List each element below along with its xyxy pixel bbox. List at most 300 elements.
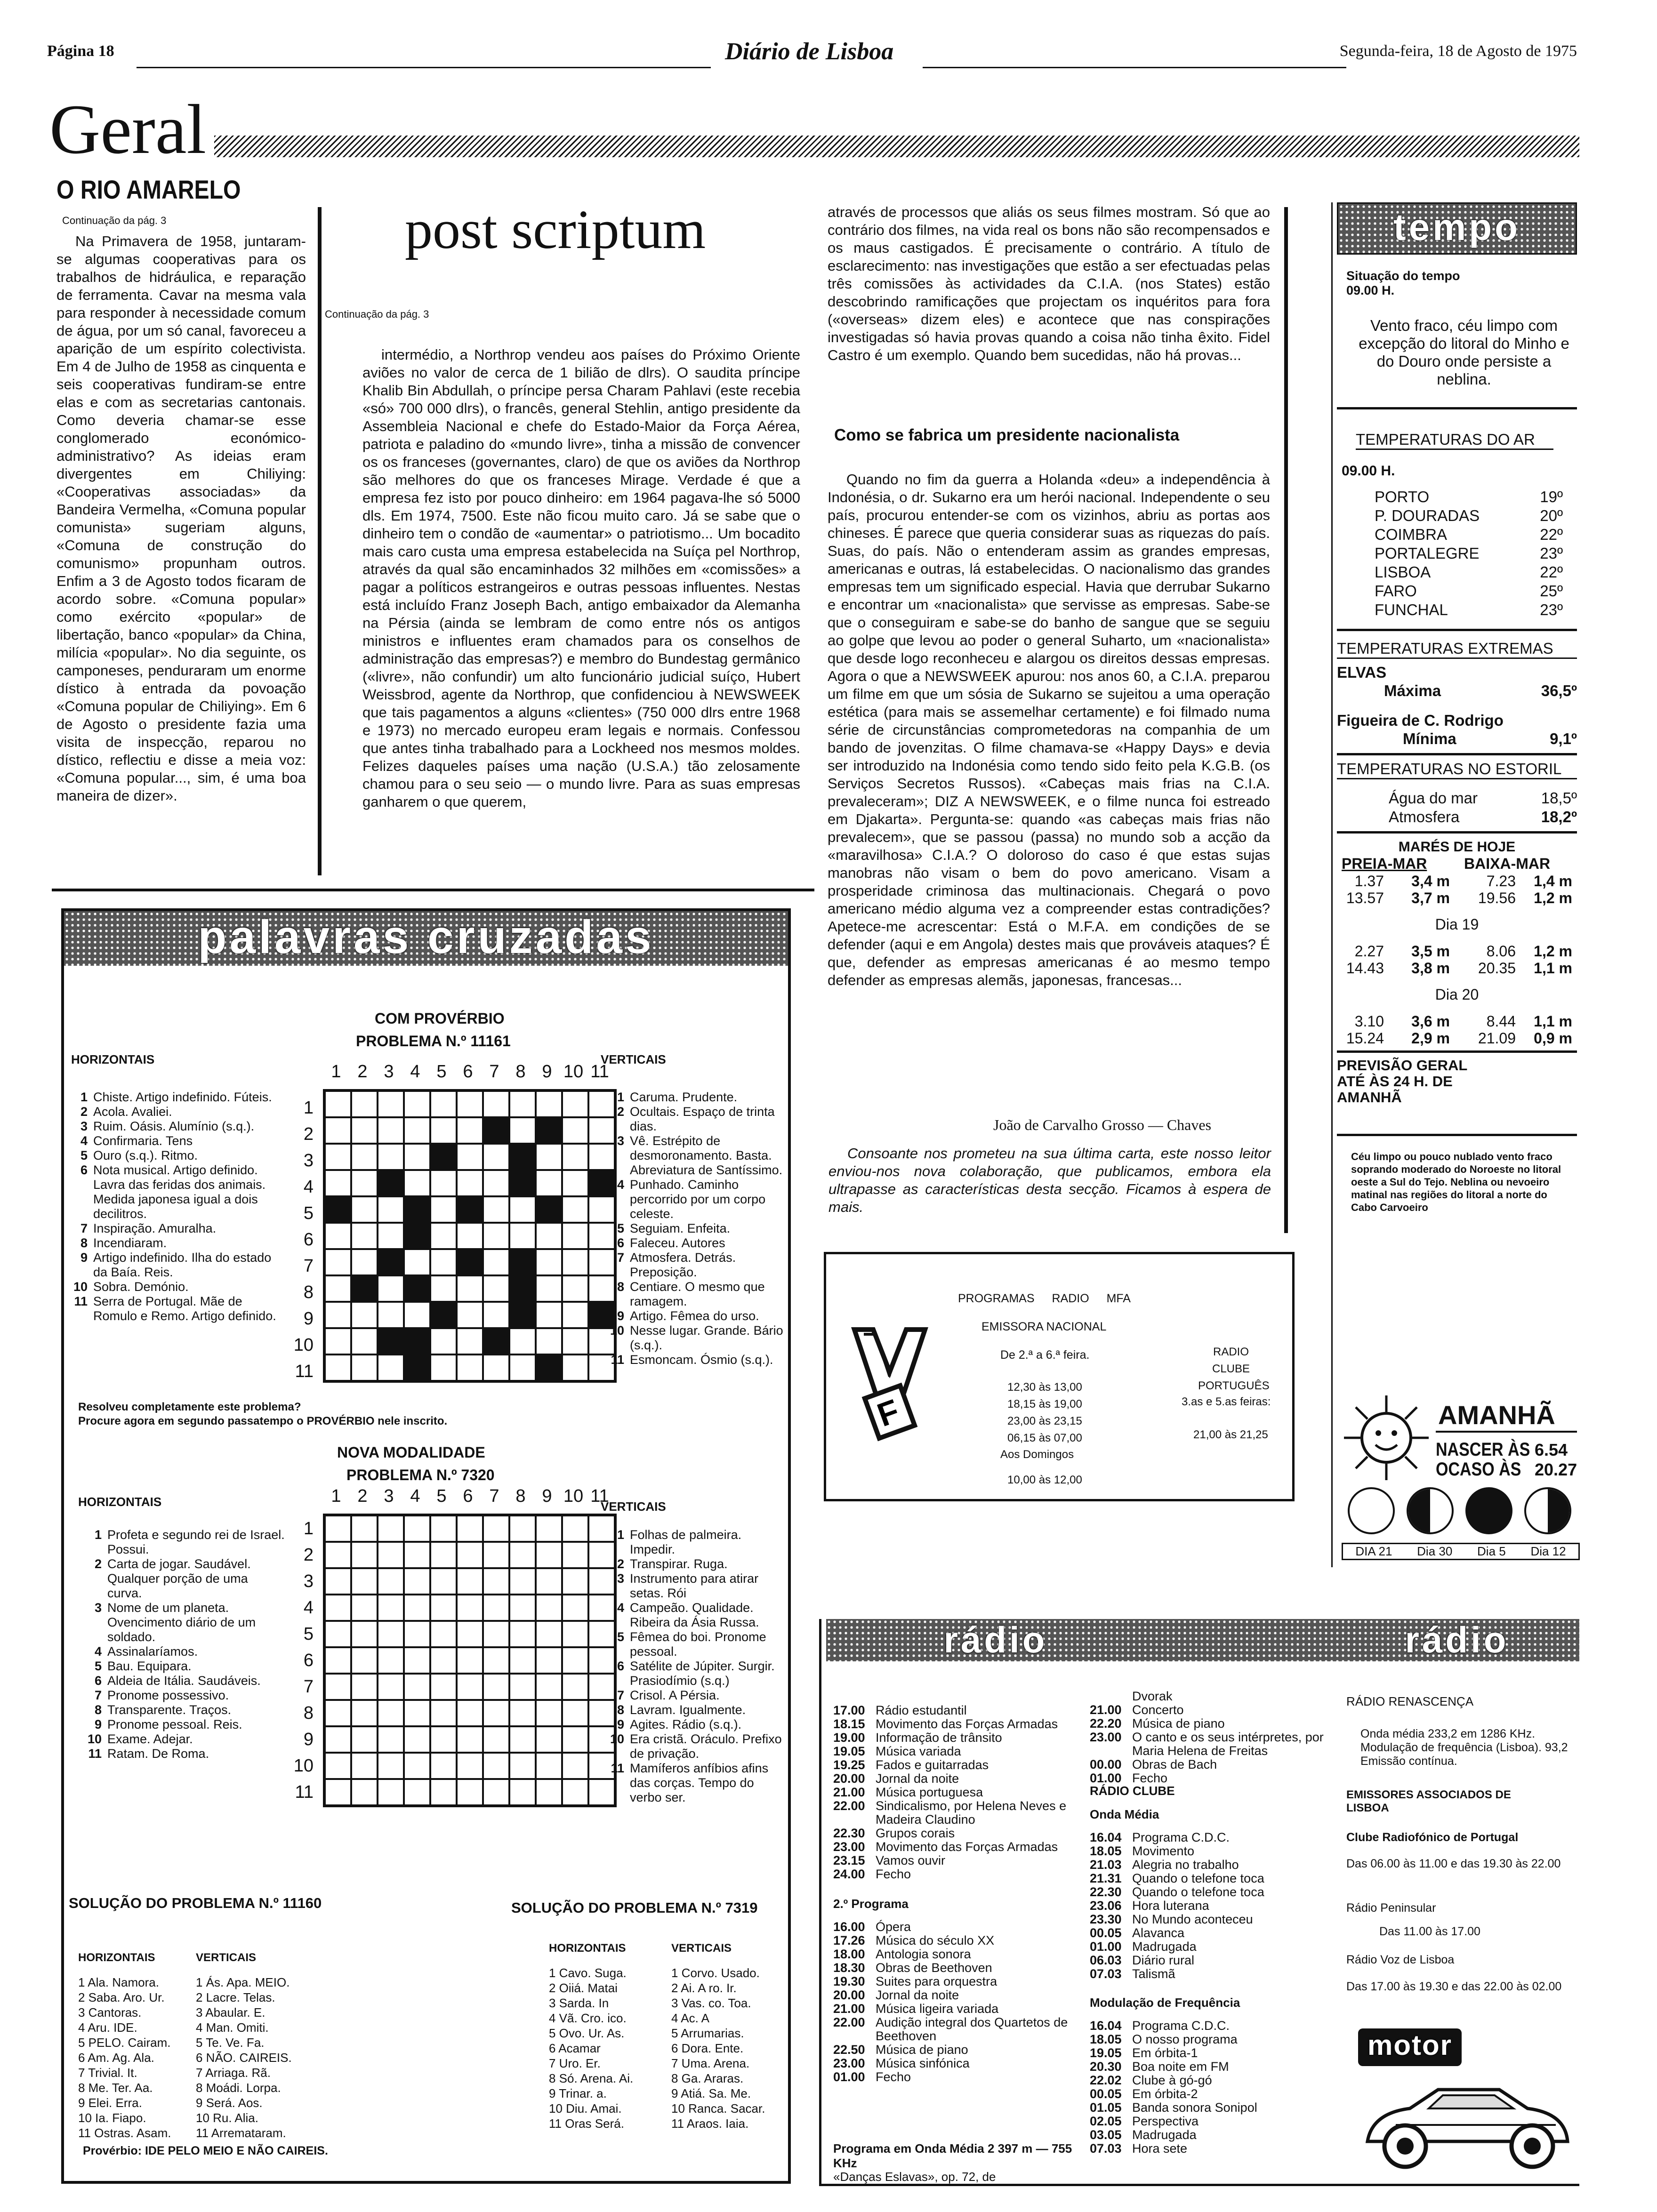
grid-cell — [430, 1515, 457, 1542]
solution-line: 11 Araos. Iaia. — [671, 2116, 749, 2131]
clue-number: 3 — [617, 1134, 624, 1148]
s2-horizontais-label: HORIZONTAIS — [549, 1942, 626, 1955]
grid-cell — [562, 1170, 588, 1196]
max-label: Máxima — [1384, 682, 1441, 699]
program-name: Sindicalismo, por Helena Neves e Madeira Claudino — [876, 1799, 1067, 1827]
mfa-box — [824, 1252, 1295, 1501]
clue-item — [69, 1236, 281, 1250]
city-row — [1375, 488, 1563, 506]
baixa-mar-label: BAIXA-MAR — [1464, 855, 1551, 872]
program-time: 18.05 — [1090, 1844, 1122, 1858]
program-row — [1090, 1967, 1335, 1981]
grid-cell — [536, 1647, 562, 1674]
grid-cell — [509, 1117, 536, 1144]
column-number: 5 — [436, 1486, 447, 1506]
onda-media-program: «Danças Eslavas», op. 72, de — [833, 2170, 996, 2184]
clue-number: 10 — [73, 1280, 88, 1294]
clue-number: 3 — [80, 1119, 88, 1133]
program-time: 02.05 — [1090, 2114, 1122, 2128]
program-time: 16.04 — [1090, 1830, 1122, 1844]
clue-number: 9 — [617, 1717, 624, 1731]
mfa-rc-time: 21,00 às 21,25 — [1193, 1428, 1268, 1441]
program-time — [1090, 1690, 1132, 1703]
program-row — [833, 1934, 1069, 1948]
grid-cell — [536, 1779, 562, 1805]
program-row — [1090, 1690, 1335, 1703]
fm-title: Modulação de Frequência — [1090, 1996, 1240, 2010]
grid-cell — [378, 1595, 404, 1621]
city-temp: 20º — [1540, 507, 1563, 524]
grid-cell — [325, 1117, 351, 1144]
grid-cell — [325, 1170, 351, 1196]
program-time: 17.26 — [833, 1933, 865, 1948]
program-name: Em órbita-2 — [1132, 2087, 1198, 2101]
solution-line: 6 NÃO. CAIREIS. — [196, 2051, 292, 2065]
grid-cell — [536, 1621, 562, 1647]
ps-right-rule — [1284, 207, 1288, 1233]
sun-icon — [1342, 1393, 1431, 1483]
clue-text: Lavram. Igualmente. — [630, 1703, 746, 1717]
program-name: Em órbita-1 — [1132, 2046, 1198, 2060]
grid-cell — [351, 1647, 378, 1674]
program-time: 19.00 — [833, 1731, 865, 1745]
program-time: 00.05 — [1090, 1926, 1122, 1940]
clue-number: 11 — [74, 1294, 88, 1308]
column-number: 4 — [410, 1486, 420, 1506]
p1-horizontal-clues — [69, 1090, 281, 1323]
grid-cell — [430, 1700, 457, 1726]
city-name: PORTALEGRE — [1375, 545, 1480, 562]
onda-media-title: Onda Média — [1090, 1807, 1159, 1821]
amanha-box — [1342, 1393, 1577, 1572]
grid-cell-black — [351, 1275, 378, 1302]
grid-cell — [378, 1700, 404, 1726]
program-name: Música sinfónica — [876, 2056, 970, 2070]
solution-line: 6 Dora. Ente. — [671, 2041, 744, 2055]
grid-cell — [430, 1726, 457, 1753]
tide-value: 1,2 m — [1534, 943, 1572, 960]
solution-line: 10 Ranca. Sacar. — [671, 2101, 765, 2116]
grid-cell — [378, 1621, 404, 1647]
program-name: Antologia sonora — [876, 1947, 971, 1961]
clue-item — [83, 1601, 285, 1644]
clue-text: Nesse lugar. Grande. Bário (s.q.). — [630, 1323, 783, 1352]
clue-number: 5 — [94, 1659, 102, 1673]
program-name: Quando o telefone toca — [1132, 1885, 1264, 1899]
clue-text: Sobra. Demónio. — [93, 1280, 189, 1294]
grid-cell — [378, 1144, 404, 1170]
p1-title: COM PROVÉRBIO — [375, 1010, 505, 1027]
clue-item — [605, 1732, 784, 1761]
p2-number: PROBLEMA N.º 7320 — [346, 1467, 495, 1483]
s2-verticais-label: VERTICAIS — [671, 1942, 732, 1955]
solution-line: 11 Oras Será. — [549, 2116, 624, 2131]
tempo-banner — [1337, 202, 1577, 255]
program-time: 20.00 — [833, 1988, 865, 2002]
clue-text: Artigo indefinido. Ilha do estado da Baía. Reis. — [93, 1250, 272, 1279]
radio-banner-left-text: rádio — [943, 1619, 1048, 1660]
clue-text: Seguiam. Enfeita. — [630, 1221, 731, 1235]
grid-cell-black — [509, 1249, 536, 1275]
tide-row — [1337, 960, 1577, 977]
city-row — [1375, 506, 1563, 525]
clue-number: 4 — [617, 1601, 624, 1615]
clue-number: 5 — [80, 1148, 88, 1162]
grid-cell — [351, 1595, 378, 1621]
program-time: 22.00 — [833, 2015, 865, 2029]
nascer-label: NASCER ÀS — [1436, 1439, 1530, 1460]
grid-cell — [457, 1568, 483, 1595]
grid-cell — [351, 1568, 378, 1595]
paper-title: Diário de Lisboa — [725, 38, 894, 65]
program-row — [1090, 1771, 1335, 1785]
grid-cell — [562, 1753, 588, 1779]
grid-cell — [483, 1144, 509, 1170]
clue-item — [605, 1353, 784, 1367]
moon-phases — [1342, 1487, 1577, 1534]
grid-cell — [483, 1542, 509, 1568]
city-temp: 22º — [1540, 563, 1563, 581]
p2-verticais-label: VERTICAIS — [601, 1499, 666, 1514]
grid-cell-black — [404, 1328, 430, 1354]
clue-text: Acola. Avaliei. — [93, 1105, 172, 1119]
row-number: 11 — [295, 1362, 314, 1381]
grid-cell — [430, 1568, 457, 1595]
row-number: 9 — [303, 1730, 314, 1749]
clue-text: Profeta e segundo rei de Israel. Possui. — [107, 1528, 285, 1556]
p2-column-numbers — [323, 1486, 613, 1507]
solution-line: 5 Te. Ve. Fa. — [196, 2036, 265, 2050]
crossword-grid-2 — [323, 1514, 617, 1807]
program-name: Movimento das Forças Armadas — [876, 1717, 1058, 1731]
grid-cell — [562, 1779, 588, 1805]
clue-text: Carta de jogar. Saudável. Qualquer porção de uma curva. — [107, 1557, 251, 1600]
column-number: 4 — [410, 1062, 420, 1082]
city-row — [1375, 563, 1563, 582]
grid-cell — [509, 1515, 536, 1542]
tempo-left-rule — [1331, 202, 1333, 1567]
grid-cell — [536, 1515, 562, 1542]
clue-item — [69, 1163, 281, 1221]
clue-number: 6 — [617, 1659, 624, 1673]
tempo-description: Vento fraco, céu limpo com excepção do litoral do Minho e do Douro onde persiste a neblina. — [1359, 317, 1569, 388]
clue-number: 7 — [617, 1250, 624, 1265]
solution-1-title: SOLUÇÃO DO PROBLEMA N.º 11160 — [69, 1895, 322, 1911]
tide-value: 2.27 — [1354, 943, 1384, 960]
grid-cell — [562, 1647, 588, 1674]
grid-cell — [562, 1223, 588, 1249]
grid-cell — [430, 1275, 457, 1302]
grid-cell — [536, 1542, 562, 1568]
grid-cell — [562, 1275, 588, 1302]
grid-cell-black — [536, 1117, 562, 1144]
program-time: 00.00 — [1090, 1757, 1122, 1771]
grid-cell — [562, 1117, 588, 1144]
grid-cell — [536, 1753, 562, 1779]
motor-banner-text: motor — [1367, 2029, 1452, 2061]
program-row — [833, 2002, 1069, 2016]
program-time: 22.50 — [833, 2043, 865, 2057]
rpen-title: Rádio Peninsular — [1346, 1901, 1436, 1915]
clue-item — [83, 1703, 285, 1717]
program-row — [1090, 2074, 1335, 2087]
grid-cell — [351, 1144, 378, 1170]
row-number: 7 — [303, 1256, 314, 1276]
ps-column-1: intermédio, a Northrop vendeu aos países do Próximo Oriente aviões no valor de cerca de 1 bilião de dlrs). O saudita príncipe Khalib Bin Abdullah, o príncipe persa Charam Pahlavi (este recebia «só» 700 000 dlrs), o francês, general Stehlin, antigo presidente da Assembleia Nacional e chefe do Estado-Maior da Força Aérea, patriota e paladino do «mundo livre», tinha a missão de convencer os os franceses (governantes, claro) de que os aviões da Northrop são melhores do que os franceses Mirage. Verdade é que a empresa fez isto por pouco dinheiro: em 1964 pagava-lhe só 5000 dls. Em 1974, 7500. Este não ficou muito caro. Já se sabe que o dinheiro tem o condão de «aumentar» o patriotismo... Um bocadito mais caro custa uma empresa estabelecida na Suíça pel Northrop, através da qual são encaminhados 32 milhões em «comissões» a pagar a políticos estrangeiros e outras pessoas influentes. Nestas está incluído Franz Joseph Bach, antigo embaixador da Alemanha na Pérsia (ainda se lembram de como entre nós os antigos ministros e influentes eram chamados para os conselhos de administração das empresas?) e membro do Bundestag germânico («livre», não confundir) um alto funcionário judicial suíço, Hubert Weissbrod, agente da Northrop, que confidenciou à NEWSWEEK que tais pagamentos a alguns «clientes» (750 000 dlrs entre 1968 e 1973) no mercado europeu eram legais e normais. Confessou que antes tinha trabalhado para a Lockheed nos mesmos moldes. Felizes daqueles países uma nação (U.S.A.) tão zelosamente chamou para o seu seio — o mundo livre. Para as suas empresas ganharem o que querem, — [362, 346, 800, 810]
clue-item — [69, 1119, 281, 1134]
grid-cell — [483, 1595, 509, 1621]
clue-text: Fêmea do boi. Pronome pessoal. — [630, 1630, 766, 1659]
grid-cell — [404, 1726, 430, 1753]
row-number: 2 — [303, 1124, 314, 1144]
ps-signature: João de Carvalho Grosso — Chaves — [993, 1116, 1212, 1133]
grid-cell — [457, 1091, 483, 1117]
clue-item — [605, 1557, 784, 1571]
tide-value: 3,7 m — [1411, 890, 1450, 906]
clue-item — [605, 1571, 784, 1601]
program-time: 18.00 — [833, 1947, 865, 1961]
clue-number: 2 — [80, 1105, 88, 1119]
grid-cell — [325, 1354, 351, 1381]
program-time: 22.20 — [1090, 1716, 1122, 1731]
grid-cell — [351, 1117, 378, 1144]
grid-cell — [457, 1515, 483, 1542]
program-name: Música do século XX — [876, 1933, 995, 1948]
program-time: 23.00 — [833, 2056, 865, 2070]
grid-cell — [378, 1753, 404, 1779]
rio-article — [56, 174, 306, 805]
grid-cell — [457, 1328, 483, 1354]
program-time: 23.30 — [1090, 1912, 1122, 1926]
ext-title: TEMPERATURAS EXTREMAS — [1337, 640, 1577, 659]
grid-cell-black — [509, 1302, 536, 1328]
program-row — [833, 2070, 1069, 2084]
clue-item — [83, 1747, 285, 1761]
clue-number: 11 — [611, 1761, 624, 1775]
solution-line: 2 Lacre. Telas. — [196, 1990, 275, 2004]
grid-cell — [562, 1726, 588, 1753]
clue-number: 11 — [88, 1747, 102, 1761]
mfa-logo-icon — [845, 1320, 934, 1443]
clue-text: Exame. Adejar. — [107, 1732, 193, 1746]
grid-cell — [483, 1621, 509, 1647]
program-time: 23.00 — [833, 1840, 865, 1854]
min-value: 9,1º — [1550, 730, 1577, 747]
program-name: Dvorak — [1132, 1689, 1173, 1703]
program-time: 03.05 — [1090, 2128, 1122, 2142]
clue-item — [69, 1148, 281, 1163]
program-name: Jornal da noite — [876, 1988, 959, 2002]
clue-text: Satélite de Júpiter. Surgir. Prasiodímio (s.q.) — [630, 1659, 775, 1688]
column-number: 3 — [384, 1062, 394, 1082]
tempo-situation: Situação do tempo — [1346, 269, 1460, 283]
p1-vertical-clues — [605, 1090, 784, 1367]
grid-cell — [483, 1196, 509, 1223]
grid-cell — [351, 1621, 378, 1647]
grid-cell-black — [325, 1196, 351, 1223]
grid-cell-black — [404, 1223, 430, 1249]
program-name: Concerto — [1132, 1703, 1184, 1717]
grid-cell — [325, 1568, 351, 1595]
page-number: Página 18 — [47, 42, 114, 60]
agua-row — [1389, 789, 1577, 808]
mares-title: MARÉS DE HOJE — [1398, 839, 1516, 855]
program-name: Suites para orquestra — [876, 1974, 997, 1988]
program-row — [1090, 1885, 1335, 1899]
grid-cell-black — [536, 1196, 562, 1223]
grid-cell — [325, 1515, 351, 1542]
solution-line: 5 Arrumarias. — [671, 2026, 744, 2040]
program-row — [833, 1772, 1069, 1786]
column-number: 11 — [590, 1062, 609, 1082]
solution-line: 7 Uma. Arena. — [671, 2056, 750, 2070]
program-row — [1090, 2142, 1335, 2156]
grid-cell — [351, 1170, 378, 1196]
tempo-rule-4 — [1337, 831, 1577, 834]
mfa-sunday-time: 10,00 às 12,00 — [1007, 1474, 1082, 1486]
clue-item — [69, 1250, 281, 1280]
crp-times: Das 06.00 às 11.00 e das 19.30 às 22.00 — [1346, 1857, 1561, 1870]
program-time: 00.05 — [1090, 2087, 1122, 2101]
program-name: Rádio estudantil — [876, 1703, 967, 1717]
program-row — [1090, 2019, 1335, 2033]
program-row — [1090, 2060, 1335, 2074]
crossword-box — [61, 908, 791, 2184]
grid-cell — [351, 1674, 378, 1700]
p1-horizontais-label: HORIZONTAIS — [71, 1052, 155, 1066]
row-number: 2 — [303, 1545, 314, 1565]
grid-cell — [378, 1568, 404, 1595]
tide-value: 19.56 — [1478, 890, 1516, 906]
city-row — [1375, 525, 1563, 544]
tide-value: 14.43 — [1346, 960, 1384, 977]
clue-number: 1 — [94, 1528, 102, 1542]
grid-cell — [509, 1091, 536, 1117]
tar-title: TEMPERATURAS DO AR — [1356, 431, 1553, 450]
solution-line: 7 Arriaga. Rã. — [196, 2066, 271, 2080]
grid-cell — [378, 1779, 404, 1805]
mfa-time: 06,15 às 07,00 — [1007, 1432, 1082, 1444]
column-number: 2 — [357, 1486, 368, 1506]
tide-row — [1337, 1013, 1577, 1030]
clue-item — [605, 1659, 784, 1688]
solution-line: 11 Arremataram. — [196, 2126, 286, 2140]
mfa-radio-clube: RADIO CLUBE PORTUGUÊS — [1198, 1346, 1270, 1392]
city-name: COIMBRA — [1375, 526, 1448, 543]
radio-box — [819, 1619, 1579, 2186]
onda-media: Programa em Onda Média 2 397 m — 755 KHz — [833, 2141, 1072, 2170]
tide-value: 3,5 m — [1411, 943, 1450, 960]
program-name: Fecho — [876, 1867, 911, 1881]
program-time: 01.05 — [1090, 2100, 1122, 2115]
tide-value: 1,4 m — [1534, 873, 1572, 890]
clue-number: 2 — [617, 1105, 624, 1119]
program-time: 20.30 — [1090, 2060, 1122, 2074]
program-time: 07.03 — [1090, 1967, 1122, 1981]
prev-text: Céu limpo ou pouco nublado vento fraco soprando moderado do Noroeste no litoral oeste a Sul do Tejo. Neblina ou nevoeiro matinal nas regiões do litoral a norte do Cabo Carvoeiro — [1351, 1151, 1561, 1213]
clue-number: 3 — [94, 1601, 102, 1615]
program-row — [1090, 1940, 1335, 1954]
program-time: 23.06 — [1090, 1899, 1122, 1913]
radio-banner-right — [1335, 1619, 1579, 1661]
solution-line: 11 Ostras. Asam. — [78, 2126, 171, 2140]
grid-cell — [378, 1117, 404, 1144]
grid-cell — [483, 1674, 509, 1700]
grid-cell — [536, 1700, 562, 1726]
clue-item — [605, 1309, 784, 1323]
clue-number: 10 — [610, 1323, 624, 1338]
row-number: 10 — [293, 1335, 314, 1355]
solution-line: 4 Aru. IDE. — [78, 2020, 137, 2035]
column-number: 5 — [436, 1062, 447, 1082]
clue-number: 3 — [617, 1571, 624, 1586]
ps-subheading: Como se fabrica um presidente nacionalista — [834, 426, 1180, 444]
clue-item — [605, 1105, 784, 1134]
clue-number: 4 — [80, 1134, 88, 1148]
mfa-rc-days: 3.as e 5.as feiras: — [1182, 1395, 1271, 1408]
ea-title: EMISSORES ASSOCIADOS DE LISBOA — [1346, 1788, 1511, 1814]
clue-number: 10 — [610, 1732, 624, 1746]
program-row — [833, 1799, 1069, 1827]
program-row — [833, 1704, 1069, 1717]
city-temperatures — [1375, 488, 1563, 619]
grid-cell — [562, 1249, 588, 1275]
tide-value: 1,2 m — [1534, 890, 1572, 906]
program-row — [1090, 1731, 1335, 1758]
program-row — [833, 1948, 1069, 1961]
program-name: Diário rural — [1132, 1953, 1195, 1967]
clue-text: Aldeia de Itália. Saudáveis. — [107, 1674, 261, 1688]
tide-row — [1337, 943, 1577, 960]
grid-cell-black — [378, 1249, 404, 1275]
grid-cell — [351, 1249, 378, 1275]
city-temp: 25º — [1540, 582, 1563, 600]
program-row — [1090, 1926, 1335, 1940]
tempo-rule-1 — [1337, 407, 1577, 409]
grid-cell — [378, 1726, 404, 1753]
clue-number: 5 — [617, 1630, 624, 1644]
program-row — [1090, 2087, 1335, 2101]
grid-cell — [562, 1144, 588, 1170]
program-row — [1090, 2128, 1335, 2142]
program-name: Grupos corais — [876, 1826, 955, 1840]
grid-cell — [509, 1753, 536, 1779]
solution-line: 7 Trivial. It. — [78, 2066, 137, 2080]
program-time: 24.00 — [833, 1867, 865, 1881]
solution-1-horizontal — [78, 1975, 191, 2140]
solution-line: 6 Am. Ag. Ala. — [78, 2051, 154, 2065]
program-time: 20.00 — [833, 1771, 865, 1786]
grid-cell — [536, 1328, 562, 1354]
grid-cell — [404, 1647, 430, 1674]
solution-line: 5 Ovo. Ur. As. — [549, 2026, 625, 2040]
clue-text: Incendiaram. — [93, 1236, 167, 1250]
clue-number: 10 — [87, 1732, 102, 1746]
program-row — [833, 1961, 1069, 1975]
clue-item — [69, 1134, 281, 1148]
clue-number: 7 — [80, 1221, 88, 1235]
column-number: 10 — [563, 1486, 584, 1506]
row-number: 5 — [303, 1624, 314, 1644]
solution-line: 1 Ás. Apa. MEIO. — [196, 1975, 290, 1989]
ocaso-time: 20.27 — [1535, 1460, 1577, 1479]
clue-number: 5 — [617, 1221, 624, 1235]
grid-cell — [457, 1674, 483, 1700]
solution-2-horizontal — [549, 1965, 667, 2131]
clue-text: Folhas de palmeira. Impedir. — [630, 1528, 742, 1556]
p2-title: NOVA MODALIDADE — [337, 1444, 485, 1461]
clue-text: Faleceu. Autores — [630, 1236, 725, 1250]
